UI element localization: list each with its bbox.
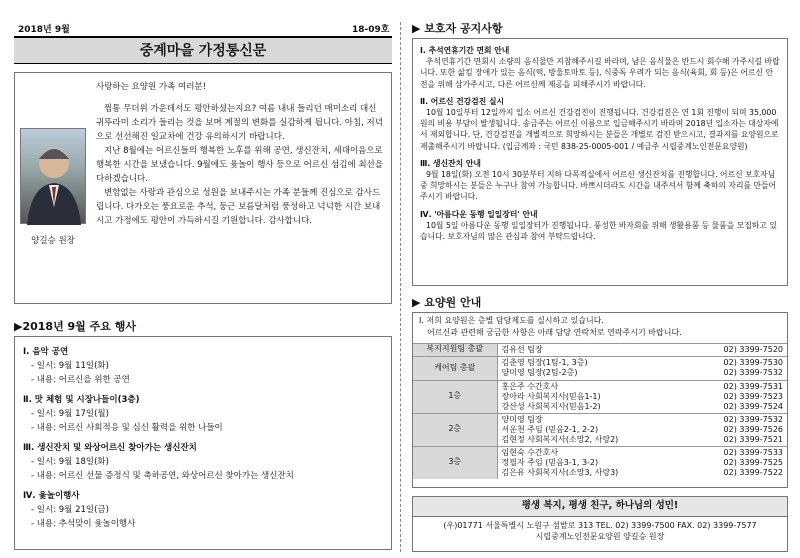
notice-body: 10월 10일부터 12일까지 입소 어르신 건강검진이 진행됩니다. 건강검진은 연 1회 진행이 되며 35,000원의 비용 부담이 발생됩니다. 송금주는 어르신 이름으로 입금해주시기 바라며 2018년 입소자는 대상자에서 제외합니다. 단, 건강검진을 개별적으로 희망하시는 분들은 개별로 검진 받으시고, 결과지를 요양원으로 제출해주시기 바랍니다. (입금계좌 : 국민 838-25-0005-001 / 예금주 시립중계노인전문요양원) [420, 108, 779, 151]
event-content: - 내용: 추석맞이 윷놀이행사 [31, 519, 136, 529]
director-photo [20, 128, 86, 224]
notice-title: Ⅰ. 추석연휴기간 면회 안내 [420, 46, 510, 55]
staff-person: 김춘영 팀장(1팀-1, 3층) [501, 358, 588, 368]
notice-heading: ▶ 보호자 공지사항 [412, 22, 503, 35]
events-heading: ▶2018년 9월 주요 행사 [14, 320, 136, 333]
notice-title: Ⅱ. 어르신 건강검진 실시 [420, 96, 505, 106]
staff-heading: ▶ 요양원 안내 [412, 296, 482, 309]
staff-person: 임현숙 수간호사 [501, 447, 559, 457]
staff-intro-1: Ⅰ. 저희 요양원은 층별 담당제도를 실시하고 있습니다. [419, 316, 604, 325]
staff-people [497, 356, 677, 380]
staff-row [413, 413, 787, 446]
staff-dept: 2층 [413, 413, 497, 446]
staff-phone: 02) 3399-7533 [723, 447, 783, 457]
staff-phone: 02) 3399-7523 [723, 391, 783, 401]
staff-phone: 02) 3399-7531 [723, 381, 783, 391]
staff-person: 양미영 팀장 [501, 414, 543, 424]
notice-title: Ⅳ. '아름다운 동행 일일장터' 안내 [420, 209, 538, 219]
staff-phone: 02) 3399-7525 [723, 457, 783, 467]
staff-row [413, 446, 787, 479]
column-divider [400, 22, 401, 552]
events-box [14, 336, 392, 550]
staff-phone: 02) 3399-7532 [723, 368, 783, 378]
event-title: Ⅰ. 음악 공연 [23, 347, 69, 357]
staff-phone: 02) 3399-7524 [723, 401, 783, 411]
staff-row [413, 380, 787, 413]
footer-slogan: 평생 복지, 평생 친구, 하나님의 성민! [413, 497, 787, 517]
staff-person: 강산성 사회복지사(믿음1-2) [501, 401, 601, 411]
page-title: 중계마을 가정통신문 [14, 38, 392, 64]
staff-person: 김현정 사회복지사(소망2, 사랑2) [501, 434, 619, 444]
notice-body: 10월 5일 아름다운 동행 일일장터가 진행됩니다. 풍성한 바자회를 위해 생활용품 등 물품을 모집하고 있습니다. 보호자님의 많은 관심과 참여 부탁드립니다. [420, 220, 777, 242]
staff-box [412, 312, 788, 488]
staff-person: 정필자 주임 (믿음3-1, 3-2) [501, 457, 599, 467]
staff-dept: 3층 [413, 446, 497, 479]
staff-phone: 02) 3399-7520 [723, 344, 783, 354]
event-item [23, 441, 383, 483]
notice-body: 9월 18일(화) 오전 10시 30분부터 지하 다목적실에서 어르신 생신잔치를 진행합니다. 어르신 보호자님 중 희망하시는 분들은 누구나 참여 가능합니다. 바쁘시더라도 시간을 내주셔서 함께 축하의 자리를 만들어 주시기 바랍니다. [420, 170, 777, 202]
notice-box [412, 38, 788, 286]
person-icon [21, 129, 87, 225]
staff-phone: 02) 3399-7526 [723, 424, 783, 434]
notice-item [420, 209, 780, 243]
greeting-p2: 찜통 무더위 가운데서도 평안하셨는지요? 여름 내내 들리던 매미소리 대신 귀뚜라미 소리가 들리는 것을 보며 계절의 변화를 실감하게 됩니다. 아침, 저녁으로 선선해진 일교차에 건강 유의하시기 바랍니다. [96, 104, 383, 142]
staff-phone: 02) 3399-7522 [723, 467, 783, 477]
staff-person: 홍은주 수간호사 [501, 381, 559, 391]
event-item [23, 489, 383, 531]
event-item [23, 393, 383, 435]
greeting-p1: 사랑하는 요양원 가족 여러분! [96, 82, 207, 92]
staff-dept: 케어팀 총괄 [413, 356, 497, 380]
footer-org: 시립중계노인전문요양원 양길승 원장 [535, 531, 665, 541]
event-date: - 일시: 9월 11일(화) [31, 361, 109, 371]
event-date: - 일시: 9월 21일(금) [31, 505, 109, 515]
event-date: - 일시: 9월 18일(화) [31, 457, 109, 467]
event-content: - 내용: 어르신 선물 증정식 및 축하공연, 와상어르신 찾아가는 생신잔치 [31, 471, 294, 481]
staff-row [413, 356, 787, 380]
greeting-text [96, 80, 386, 228]
issue-date: 2018년 9월 [18, 25, 70, 35]
event-content: - 내용: 어르신을 위한 공연 [31, 375, 130, 385]
staff-phones [677, 356, 787, 380]
event-date: - 일시: 9월 17일(월) [31, 409, 109, 419]
staff-people [497, 380, 677, 413]
greeting-p4: 변함없는 사랑과 관심으로 성원을 보내주시는 가족 분들께 진심으로 감사드립니다. 다가오는 풍요로운 추석, 둥근 보름달처럼 풍성하고 넉넉한 시간 보내시고 가정에도 평안이 가득하시길 기원합니다. 감사합니다. [96, 188, 381, 226]
staff-phone: 02) 3399-7532 [723, 414, 783, 424]
staff-dept: 1층 [413, 380, 497, 413]
staff-person: 서운천 주임 (믿음2-1, 2-2) [501, 424, 599, 434]
staff-person: 양미영 팀장(2팀-2층) [501, 368, 578, 378]
event-title: Ⅲ. 생신잔치 및 와상어르신 찾아가는 생신잔치 [23, 443, 197, 453]
footer-box [412, 496, 788, 552]
event-title: Ⅱ. 맛 체험 및 시장나들이(3층) [23, 395, 140, 405]
notice-item [420, 158, 780, 203]
staff-people [497, 446, 677, 479]
staff-people [497, 413, 677, 446]
staff-phones [677, 380, 787, 413]
director-caption: 양길승 원장 [31, 236, 75, 246]
notice-item [420, 45, 780, 90]
staff-intro-2: 어르신과 관련해 궁금한 사항은 아래 담당 연락처로 연락주시기 바랍니다. [427, 327, 682, 337]
staff-phone: 02) 3399-7521 [723, 434, 783, 444]
staff-phones [677, 446, 787, 479]
greeting-p3: 지난 8월에는 어르신들의 행복한 노후를 위해 공연, 생신잔치, 세대이음으로 행복한 시간을 보냈습니다. 9월에도 윷놀이 행사 등으로 어르신 섬김에 최선을 다하겠습니다. [96, 146, 383, 184]
staff-person: 김은유 사회복지사(소망3, 사랑3) [501, 467, 619, 477]
staff-person: 장아라 사회복지사(믿음1-1) [501, 391, 601, 401]
staff-phones [677, 413, 787, 446]
staff-row [413, 343, 787, 356]
staff-dept: 복지지원팀 총괄 [413, 343, 497, 356]
event-item [23, 345, 383, 387]
notice-body: 추석연휴기간 면회시 소량의 음식물만 지참해주시길 바라며, 남은 음식물은 반드시 회수해 가주시길 바랍니다. 또한 삶킴 장애가 있는 음식(떡, 방울토마토 등), 식중독 우려가 되는 음식(육회, 회 등)은 어르신 안전을 위해 삼가주시고, 다른 어르신께 제공을 피해주시기 바랍니다. [420, 57, 780, 89]
event-title: Ⅳ. 윷놀이행사 [23, 491, 80, 501]
event-content: - 내용: 어르신 사회적응 및 심신 활력을 위한 나들이 [31, 423, 223, 433]
staff-table [413, 343, 787, 480]
notice-item [420, 96, 780, 152]
notice-title: Ⅲ. 생신잔치 안내 [420, 158, 481, 168]
staff-person: 김유선 팀장 [501, 344, 543, 354]
footer-address: (우)01771 서울특별시 노원구 섬밭로 313 TEL. 02) 3399-7500 FAX. 02) 3399-7577 [443, 520, 757, 530]
staff-people [497, 343, 677, 356]
staff-phones [677, 343, 787, 356]
issue-number: 18-09호 [352, 25, 390, 35]
staff-phone: 02) 3399-7530 [723, 358, 783, 368]
